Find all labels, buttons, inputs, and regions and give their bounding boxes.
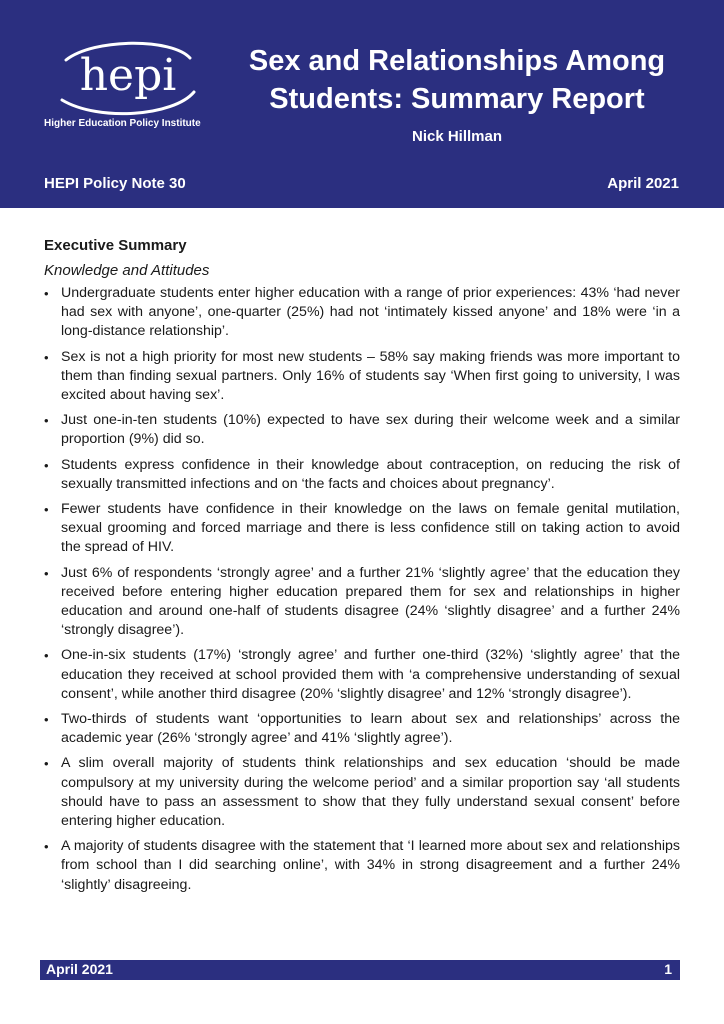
report-title bbox=[220, 42, 694, 118]
subsection-heading: Knowledge and Attitudes bbox=[44, 262, 210, 279]
footer-bar bbox=[40, 960, 680, 980]
hepi-logo bbox=[44, 38, 214, 118]
publication-date: April 2021 bbox=[607, 175, 679, 192]
list-item: • Fewer students have confidence in their knowledge on the laws on female genital mutilation, sexual grooming and forced marriage and there is less confidence still on taking action to avoid the spread of HIV. bbox=[44, 500, 680, 558]
footer-date: April 2021 bbox=[46, 961, 113, 977]
list-item: • A slim overall majority of students think relationships and sex education ‘should be made compulsory at my university during the welcome period’ and a similar proportion say ‘all students should have to pass an assessment to show that they fully understand sexual consent’ before entering higher education. bbox=[44, 754, 680, 831]
list-item: • Undergraduate students enter higher education with a range of prior experiences: 43% ‘had never had sex with anyone’, one-quarter (25%) had not ‘intimately kissed anyone’ and 18% were ‘in a long-distance relationship’. bbox=[44, 284, 680, 342]
list-item: • Sex is not a high priority for most new students – 58% say making friends was more important to them than finding sexual partners. Only 16% of students say ‘When first going to university, I was excited about having sex’. bbox=[44, 348, 680, 406]
title-line-1: Sex and Relationships Among bbox=[248, 45, 666, 77]
list-item: • A majority of students disagree with the statement that ‘I learned more about sex and relationships from school than I did searching online’, with 34% in strong disagreement and a further 24% ‘slightly’ disagreeing. bbox=[44, 837, 680, 895]
main-content bbox=[44, 236, 680, 901]
author-name: Nick Hillman bbox=[411, 128, 503, 145]
list-item: • Two-thirds of students want ‘opportunities to learn about sex and relationships’ across the academic year (26% ‘strongly agree’ and 41% ‘slightly agree’). bbox=[44, 710, 680, 748]
list-item: • Students express confidence in their knowledge about contraception, on reducing the risk of sexually transmitted infections and on ‘the facts and choices about pregnancy’. bbox=[44, 456, 680, 494]
logo-wordmark: hepi bbox=[79, 50, 177, 101]
header-banner bbox=[0, 0, 724, 208]
list-item: • One-in-six students (17%) ‘strongly agree’ and further one-third (32%) ‘slightly agree’ that the education they received at school provided them with ‘a comprehensive understanding of sexual consent’, while another third disagree (20% ‘slightly disagree’ and 12% ‘strongly disagree’). bbox=[44, 646, 680, 704]
logo-caption: Higher Education Policy Institute bbox=[44, 118, 201, 129]
policy-note-number: HEPI Policy Note 30 bbox=[44, 175, 186, 192]
summary-list bbox=[44, 284, 680, 895]
list-item: • Just 6% of respondents ‘strongly agree’ and a further 21% ‘slightly agree’ that the education they received before entering higher education prepared them for sex and relationships in higher education and around one-half of students disagree (24% ‘slightly disagree’ and a further 24% ‘strongly disagree’). bbox=[44, 564, 680, 641]
page-number: 1 bbox=[664, 961, 672, 977]
title-line-2: Students: Summary Report bbox=[269, 83, 645, 115]
section-heading: Executive Summary bbox=[44, 237, 187, 254]
list-item: • Just one-in-ten students (10%) expected to have sex during their welcome week and a similar proportion (9%) did so. bbox=[44, 411, 680, 449]
